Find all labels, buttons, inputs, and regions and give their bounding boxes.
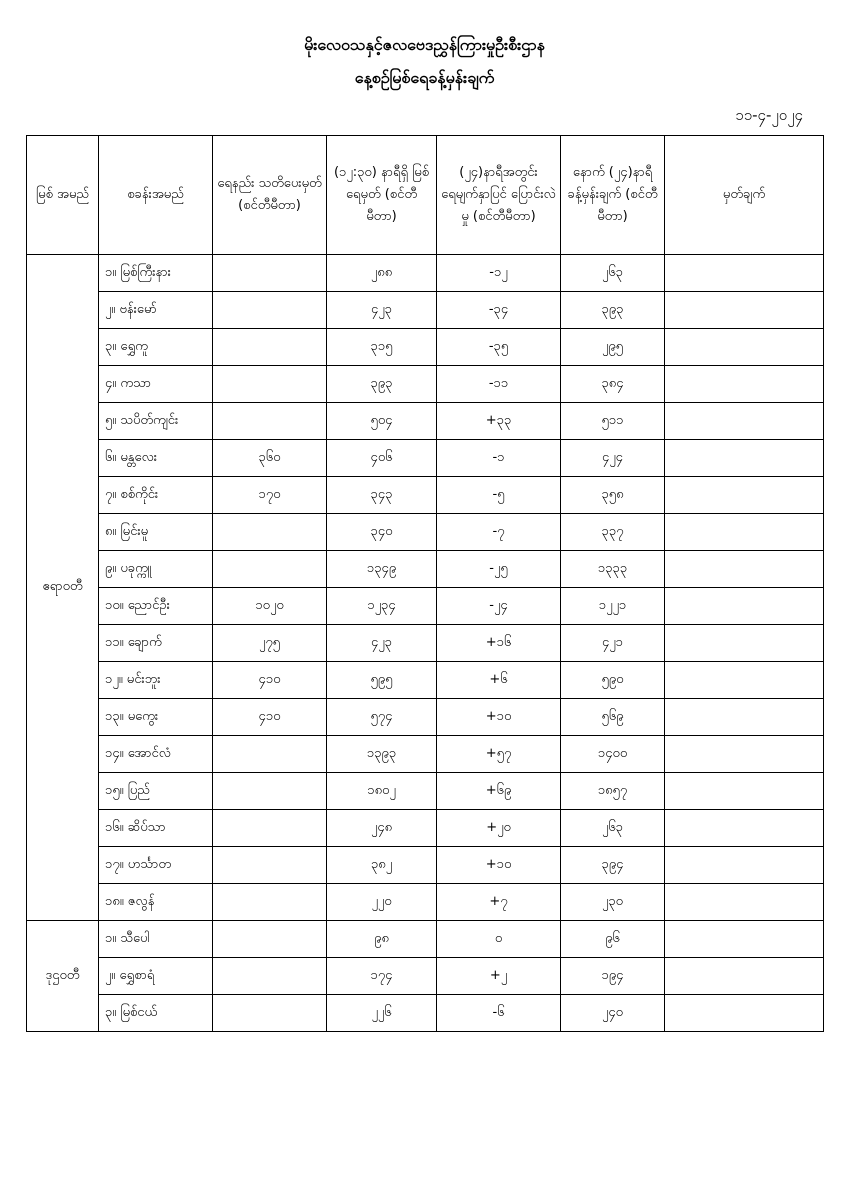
level-change-cell: -၂၅ [437, 551, 561, 588]
level-change-cell: +၂၀ [437, 810, 561, 847]
forecast-cell: ၂၄၀ [561, 995, 665, 1032]
level-change-cell: +၁၀ [437, 699, 561, 736]
station-name: ၃။ ရွှေကူ [99, 329, 213, 366]
table-row [27, 329, 824, 366]
station-name: ၇။ စစ်ကိုင်း [99, 477, 213, 514]
table-row [27, 477, 824, 514]
station-name: ၁။ မြစ်ကြီးနား [99, 255, 213, 292]
level-change-cell: -၁၁ [437, 366, 561, 403]
danger-level-cell [213, 995, 327, 1032]
station-name: ၉။ ပခုက္ကူ [99, 551, 213, 588]
station-name: ၈။ မြင်းမူ [99, 514, 213, 551]
danger-level-cell [213, 847, 327, 884]
level-change-cell: +၃၃ [437, 403, 561, 440]
water-level-cell: ၅၉၅ [327, 662, 437, 699]
station-name: ၃။ မြစ်ငယ် [99, 995, 213, 1032]
remarks-cell [665, 810, 824, 847]
danger-level-cell: ၃၆၀ [213, 440, 327, 477]
water-level-cell: ၁၂၃၄ [327, 588, 437, 625]
table-row [27, 551, 824, 588]
water-level-cell: ၅၀၄ [327, 403, 437, 440]
column-header-change: (၂၄)နာရီအတွင်း ရေမျက်နှာပြင် ပြောင်းလဲမှု (စင်တီမီတာ) [437, 136, 561, 255]
remarks-cell [665, 995, 824, 1032]
page-title: မိုးလေဝသနှင့်ဇလဗေဒညွှန်ကြားမှုဦးစီးဌာန [304, 35, 545, 54]
remarks-cell [665, 884, 824, 921]
danger-level-cell [213, 403, 327, 440]
remarks-cell [665, 440, 824, 477]
station-name: ၂။ ဗန်းမော် [99, 292, 213, 329]
water-level-cell: ၂၄၈ [327, 810, 437, 847]
level-change-cell: -၁ [437, 440, 561, 477]
water-level-cell: ၃၈၂ [327, 847, 437, 884]
forecast-cell: ၄၂၄ [561, 440, 665, 477]
remarks-cell [665, 588, 824, 625]
danger-level-cell: ၄၁၀ [213, 662, 327, 699]
water-level-cell: ၃၉၃ [327, 366, 437, 403]
level-change-cell: -၇ [437, 514, 561, 551]
remarks-cell [665, 551, 824, 588]
water-level-cell: ၄၂၃ [327, 292, 437, 329]
forecast-cell: ၃၉၄ [561, 847, 665, 884]
table-row [27, 625, 824, 662]
table-row [27, 514, 824, 551]
table-row [27, 884, 824, 921]
column-header-danger-level: ရေနည်း သတိပေးမှတ် (စင်တီမီတာ) [213, 136, 327, 255]
water-level-cell: ၄၀၆ [327, 440, 437, 477]
forecast-cell: ၅၁၁ [561, 403, 665, 440]
forecast-cell: ၃၈၄ [561, 366, 665, 403]
table-row [27, 662, 824, 699]
forecast-cell: ၉၆ [561, 921, 665, 958]
danger-level-cell [213, 958, 327, 995]
table-row [27, 403, 824, 440]
table-row [27, 292, 824, 329]
remarks-cell [665, 699, 824, 736]
danger-level-cell [213, 514, 327, 551]
table-row [27, 699, 824, 736]
level-change-cell: +၁၆ [437, 625, 561, 662]
column-header-water-level: (၁၂:၃၀) နာရီရှိ မြစ်ရေမှတ် (စင်တီမီတာ) [327, 136, 437, 255]
forecast-cell: ၃၉၃ [561, 292, 665, 329]
danger-level-cell [213, 736, 327, 773]
danger-level-cell: ၁၀၂၀ [213, 588, 327, 625]
danger-level-cell [213, 255, 327, 292]
column-header-forecast: နောက် (၂၄)နာရီ ခန့်မှန်းချက် (စင်တီမီတာ) [561, 136, 665, 255]
water-level-cell: ၃၁၅ [327, 329, 437, 366]
water-level-cell: ၃၄၃ [327, 477, 437, 514]
level-change-cell: +၅၇ [437, 736, 561, 773]
level-change-cell: +၆၉ [437, 773, 561, 810]
danger-level-cell: ၂၇၅ [213, 625, 327, 662]
level-change-cell: -၆ [437, 995, 561, 1032]
river-name-cell: ဒုဌဝတီ [27, 921, 99, 1032]
water-level-cell: ၄၂၃ [327, 625, 437, 662]
forecast-cell: ၁၄၀၀ [561, 736, 665, 773]
remarks-cell [665, 366, 824, 403]
level-change-cell: -၃၅ [437, 329, 561, 366]
danger-level-cell: ၁၇၀ [213, 477, 327, 514]
danger-level-cell: ၄၁၀ [213, 699, 327, 736]
table-row [27, 736, 824, 773]
water-level-cell: ၁၈၀၂ [327, 773, 437, 810]
forecast-cell: ၂၃၀ [561, 884, 665, 921]
water-level-cell: ၉၈ [327, 921, 437, 958]
water-level-cell: ၅၇၄ [327, 699, 437, 736]
column-header-station: စခန်းအမည် [99, 136, 213, 255]
danger-level-cell [213, 551, 327, 588]
remarks-cell [665, 847, 824, 884]
station-name: ၁၁။ ချောက် [99, 625, 213, 662]
station-name: ၆။ မန္တလေး [99, 440, 213, 477]
station-name: ၂။ ရွှေစာရံ [99, 958, 213, 995]
remarks-cell [665, 921, 824, 958]
forecast-cell: ၃၅၈ [561, 477, 665, 514]
station-name: ၄။ ကသာ [99, 366, 213, 403]
water-level-cell: ၁၇၄ [327, 958, 437, 995]
danger-level-cell [213, 810, 327, 847]
level-change-cell: ၀ [437, 921, 561, 958]
level-change-cell: +၁၀ [437, 847, 561, 884]
station-name: ၁၇။ ဟင်္သာတ [99, 847, 213, 884]
remarks-cell [665, 292, 824, 329]
table-row [27, 810, 824, 847]
danger-level-cell [213, 292, 327, 329]
forecast-cell: ၁၂၂၁ [561, 588, 665, 625]
water-level-cell: ၁၃၄၉ [327, 551, 437, 588]
table-body [27, 255, 824, 1032]
page-subtitle: နေ့စဉ်မြစ်ရေခန့်မှန်းချက် [354, 68, 495, 87]
forecast-cell: ၂၆၃ [561, 810, 665, 847]
table-row [27, 255, 824, 292]
table-row [27, 366, 824, 403]
level-change-cell: +၂ [437, 958, 561, 995]
level-change-cell: -၂၄ [437, 588, 561, 625]
water-level-cell: ၂၂၀ [327, 884, 437, 921]
remarks-cell [665, 958, 824, 995]
forecast-cell: ၂၉၅ [561, 329, 665, 366]
remarks-cell [665, 773, 824, 810]
station-name: ၁၆။ ဆိပ်သာ [99, 810, 213, 847]
remarks-cell [665, 736, 824, 773]
remarks-cell [665, 662, 824, 699]
level-change-cell: -၃၄ [437, 292, 561, 329]
level-change-cell: +၆ [437, 662, 561, 699]
station-name: ၁၅။ ပြည် [99, 773, 213, 810]
table-row [27, 995, 824, 1032]
remarks-cell [665, 329, 824, 366]
table-header-row [27, 136, 824, 255]
station-name: ၁၄။ အောင်လံ [99, 736, 213, 773]
remarks-cell [665, 255, 824, 292]
station-name: ၁၃။ မကွေး [99, 699, 213, 736]
remarks-cell [665, 514, 824, 551]
forecast-cell: ၂၆၃ [561, 255, 665, 292]
forecast-cell: ၃၃၇ [561, 514, 665, 551]
forecast-cell: ၁၃၃၃ [561, 551, 665, 588]
forecast-cell: ၄၂၁ [561, 625, 665, 662]
forecast-cell: ၁၈၅၇ [561, 773, 665, 810]
station-name: ၁၀။ ညောင်ဦး [99, 588, 213, 625]
table-row [27, 921, 824, 958]
table-row [27, 588, 824, 625]
danger-level-cell [213, 366, 327, 403]
water-level-cell: ၃၄၀ [327, 514, 437, 551]
water-level-cell: ၂၂၆ [327, 995, 437, 1032]
station-name: ၁၂။ မင်းဘူး [99, 662, 213, 699]
water-level-cell: ၂၈၈ [327, 255, 437, 292]
column-header-remarks: မှတ်ချက် [665, 136, 824, 255]
remarks-cell [665, 477, 824, 514]
forecast-cell: ၁၉၄ [561, 958, 665, 995]
danger-level-cell [213, 921, 327, 958]
column-header-river: မြစ် အမည် [27, 136, 99, 255]
forecast-cell: ၅၉၀ [561, 662, 665, 699]
level-change-cell: -၅ [437, 477, 561, 514]
station-name: ၁၈။ ဇလွန် [99, 884, 213, 921]
water-level-cell: ၁၃၉၃ [327, 736, 437, 773]
report-date: ၁၁-၄-၂၀၂၄ [735, 106, 803, 124]
river-name-cell: ဧရာဝတီ [27, 255, 99, 921]
table-row [27, 773, 824, 810]
river-forecast-table [26, 135, 824, 1032]
station-name: ၁။ သီပေါ [99, 921, 213, 958]
remarks-cell [665, 403, 824, 440]
table-row [27, 847, 824, 884]
table-row [27, 440, 824, 477]
danger-level-cell [213, 773, 327, 810]
forecast-cell: ၅၆၉ [561, 699, 665, 736]
danger-level-cell [213, 884, 327, 921]
table-row [27, 958, 824, 995]
station-name: ၅။ သပိတ်ကျင်း [99, 403, 213, 440]
level-change-cell: +၇ [437, 884, 561, 921]
remarks-cell [665, 625, 824, 662]
danger-level-cell [213, 329, 327, 366]
level-change-cell: -၁၂ [437, 255, 561, 292]
